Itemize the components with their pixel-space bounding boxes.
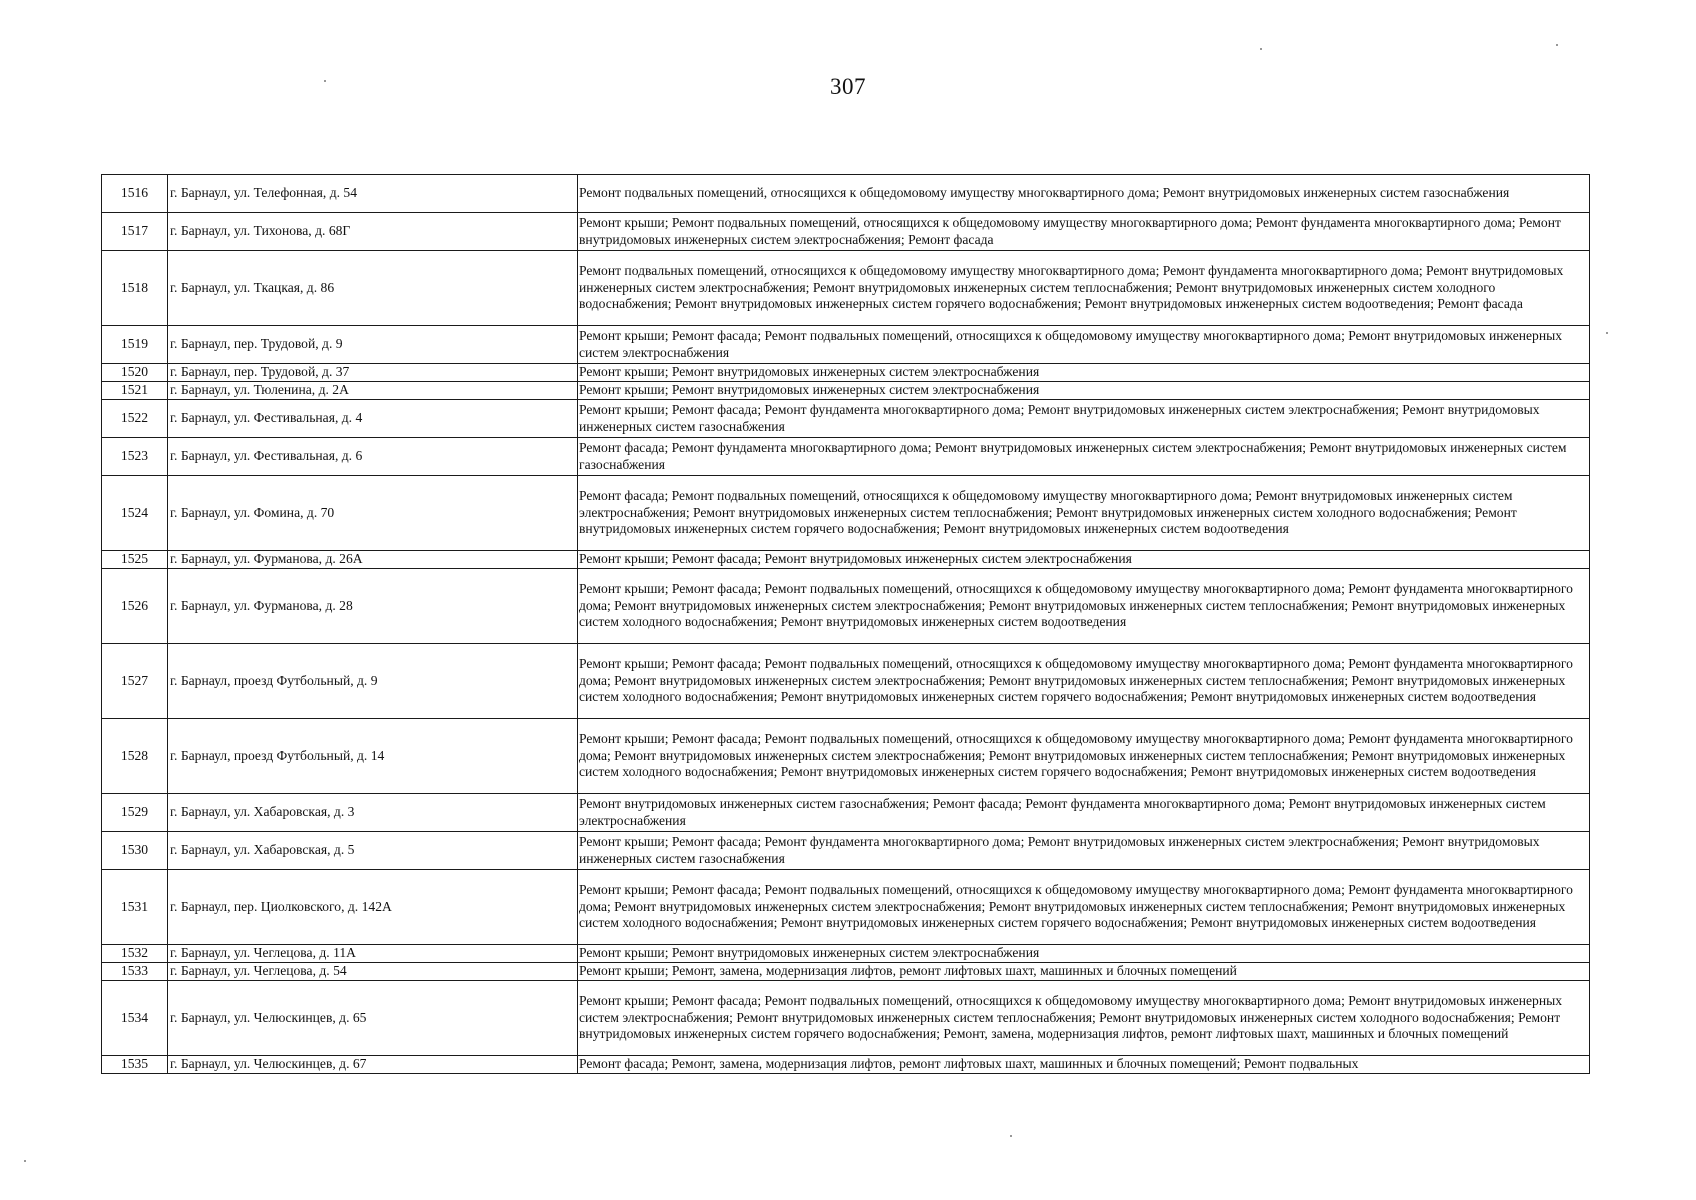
table-row [102,832,1590,870]
scan-speck [324,80,326,82]
row-works: Ремонт крыши; Ремонт внутридомовых инженерных систем электроснабжения [578,945,1590,963]
table-row [102,213,1590,251]
row-address: г. Барнаул, ул. Хабаровская, д. 5 [168,832,578,870]
row-address: г. Барнаул, ул. Телефонная, д. 54 [168,175,578,213]
row-number: 1534 [102,981,168,1056]
row-works: Ремонт фасада; Ремонт фундамента многоквартирного дома; Ремонт внутридомовых инженерных систем электроснабжения; Ремонт внутридомовых инженерных систем газоснабжения [578,438,1590,476]
row-works: Ремонт крыши; Ремонт фасада; Ремонт подвальных помещений, относящихся к общедомовому имуществу многоквартирного дома; Ремонт фундамента многоквартирного дома; Ремонт внутридомовых инженерных систем электроснабжения; Ремонт внутридомовых инженерных систем теплоснабжения; Ремонт внутридомовых инженерных систем холодного водоснабжения; Ремонт внутридомовых инженерных систем горячего водоснабжения; Ремонт внутридомовых инженерных систем водоотведения [578,719,1590,794]
table-row [102,945,1590,963]
row-works: Ремонт крыши; Ремонт, замена, модернизация лифтов, ремонт лифтовых шахт, машинных и блочных помещений [578,963,1590,981]
row-address: г. Барнаул, ул. Фурманова, д. 26А [168,551,578,569]
row-works: Ремонт крыши; Ремонт фасада; Ремонт подвальных помещений, относящихся к общедомовому имуществу многоквартирного дома; Ремонт внутридомовых инженерных систем электроснабжения [578,326,1590,364]
row-works: Ремонт крыши; Ремонт фасада; Ремонт фундамента многоквартирного дома; Ремонт внутридомовых инженерных систем электроснабжения; Ремонт внутридомовых инженерных систем газоснабжения [578,400,1590,438]
row-address: г. Барнаул, пер. Трудовой, д. 37 [168,364,578,382]
row-number: 1523 [102,438,168,476]
page-number: 307 [830,74,866,99]
row-number: 1522 [102,400,168,438]
row-number: 1524 [102,476,168,551]
row-works: Ремонт фасада; Ремонт подвальных помещений, относящихся к общедомовому имуществу многоквартирного дома; Ремонт внутридомовых инженерных систем электроснабжения; Ремонт внутридомовых инженерных систем теплоснабжения; Ремонт внутридомовых инженерных систем холодного водоснабжения; Ремонт внутридомовых инженерных систем горячего водоснабжения; Ремонт внутридомовых инженерных систем водоотведения [578,476,1590,551]
table-row [102,1056,1590,1074]
row-number: 1533 [102,963,168,981]
row-address: г. Барнаул, ул. Челюскинцев, д. 65 [168,981,578,1056]
scan-speck [1260,48,1262,50]
table-row [102,719,1590,794]
table-row [102,569,1590,644]
row-number: 1517 [102,213,168,251]
row-number: 1521 [102,382,168,400]
row-address: г. Барнаул, ул. Тюленина, д. 2А [168,382,578,400]
row-number: 1532 [102,945,168,963]
table-row [102,382,1590,400]
table-row [102,175,1590,213]
row-address: г. Барнаул, проезд Футбольный, д. 9 [168,644,578,719]
row-works: Ремонт крыши; Ремонт фасада; Ремонт подвальных помещений, относящихся к общедомовому имуществу многоквартирного дома; Ремонт фундамента многоквартирного дома; Ремонт внутридомовых инженерных систем электроснабжения; Ремонт внутридомовых инженерных систем теплоснабжения; Ремонт внутридомовых инженерных систем холодного водоснабжения; Ремонт внутридомовых инженерных систем водоотведения [578,569,1590,644]
row-works: Ремонт фасада; Ремонт, замена, модернизация лифтов, ремонт лифтовых шахт, машинных и блочных помещений; Ремонт подвальных [578,1056,1590,1074]
table-row [102,981,1590,1056]
row-number: 1519 [102,326,168,364]
table-row [102,963,1590,981]
row-address: г. Барнаул, ул. Фестивальная, д. 4 [168,400,578,438]
row-works: Ремонт крыши; Ремонт внутридомовых инженерных систем электроснабжения [578,382,1590,400]
row-number: 1528 [102,719,168,794]
repair-table [101,174,1590,1074]
row-number: 1529 [102,794,168,832]
scan-speck [1010,1135,1012,1137]
row-works: Ремонт подвальных помещений, относящихся к общедомовому имуществу многоквартирного дома; Ремонт фундамента многоквартирного дома; Ремонт внутридомовых инженерных систем электроснабжения; Ремонт внутридомовых инженерных систем теплоснабжения; Ремонт внутридомовых инженерных систем холодного водоснабжения; Ремонт внутридомовых инженерных систем горячего водоснабжения; Ремонт внутридомовых инженерных систем водоотведения; Ремонт фасада [578,251,1590,326]
row-works: Ремонт подвальных помещений, относящихся к общедомовому имуществу многоквартирного дома; Ремонт внутридомовых инженерных систем газоснабжения [578,175,1590,213]
row-number: 1531 [102,870,168,945]
row-number: 1526 [102,569,168,644]
table-row [102,644,1590,719]
table-row [102,251,1590,326]
table-row [102,476,1590,551]
scan-speck [1556,44,1558,46]
row-works: Ремонт крыши; Ремонт фасада; Ремонт внутридомовых инженерных систем электроснабжения [578,551,1590,569]
row-address: г. Барнаул, пер. Трудовой, д. 9 [168,326,578,364]
row-works: Ремонт внутридомовых инженерных систем газоснабжения; Ремонт фасада; Ремонт фундамента многоквартирного дома; Ремонт внутридомовых инженерных систем электроснабжения [578,794,1590,832]
row-address: г. Барнаул, проезд Футбольный, д. 14 [168,719,578,794]
row-address: г. Барнаул, пер. Циолковского, д. 142А [168,870,578,945]
row-address: г. Барнаул, ул. Фестивальная, д. 6 [168,438,578,476]
table-row [102,364,1590,382]
table-row [102,400,1590,438]
table-row [102,326,1590,364]
row-number: 1525 [102,551,168,569]
row-number: 1520 [102,364,168,382]
table-row [102,438,1590,476]
row-address: г. Барнаул, ул. Челюскинцев, д. 67 [168,1056,578,1074]
row-number: 1527 [102,644,168,719]
row-address: г. Барнаул, ул. Ткацкая, д. 86 [168,251,578,326]
row-works: Ремонт крыши; Ремонт фасада; Ремонт подвальных помещений, относящихся к общедомовому имуществу многоквартирного дома; Ремонт фундамента многоквартирного дома; Ремонт внутридомовых инженерных систем электроснабжения; Ремонт внутридомовых инженерных систем теплоснабжения; Ремонт внутридомовых инженерных систем холодного водоснабжения; Ремонт внутридомовых инженерных систем горячего водоснабжения; Ремонт внутридомовых инженерных систем водоотведения [578,870,1590,945]
scan-speck [1606,332,1608,334]
row-address: г. Барнаул, ул. Фурманова, д. 28 [168,569,578,644]
row-number: 1516 [102,175,168,213]
row-number: 1518 [102,251,168,326]
row-address: г. Барнаул, ул. Чеглецова, д. 54 [168,963,578,981]
row-address: г. Барнаул, ул. Хабаровская, д. 3 [168,794,578,832]
row-address: г. Барнаул, ул. Чеглецова, д. 11А [168,945,578,963]
row-address: г. Барнаул, ул. Фомина, д. 70 [168,476,578,551]
table-row [102,870,1590,945]
row-works: Ремонт крыши; Ремонт фасада; Ремонт фундамента многоквартирного дома; Ремонт внутридомовых инженерных систем электроснабжения; Ремонт внутридомовых инженерных систем газоснабжения [578,832,1590,870]
row-works: Ремонт крыши; Ремонт подвальных помещений, относящихся к общедомовому имуществу многоквартирного дома; Ремонт фундамента многоквартирного дома; Ремонт внутридомовых инженерных систем электроснабжения; Ремонт фасада [578,213,1590,251]
row-works: Ремонт крыши; Ремонт внутридомовых инженерных систем электроснабжения [578,364,1590,382]
table-row [102,794,1590,832]
row-works: Ремонт крыши; Ремонт фасада; Ремонт подвальных помещений, относящихся к общедомовому имуществу многоквартирного дома; Ремонт внутридомовых инженерных систем электроснабжения; Ремонт внутридомовых инженерных систем теплоснабжения; Ремонт внутридомовых инженерных систем холодного водоснабжения; Ремонт внутридомовых инженерных систем горячего водоснабжения; Ремонт, замена, модернизация лифтов, ремонт лифтовых шахт, машинных и блочных помещений [578,981,1590,1056]
row-number: 1535 [102,1056,168,1074]
row-works: Ремонт крыши; Ремонт фасада; Ремонт подвальных помещений, относящихся к общедомовому имуществу многоквартирного дома; Ремонт фундамента многоквартирного дома; Ремонт внутридомовых инженерных систем электроснабжения; Ремонт внутридомовых инженерных систем теплоснабжения; Ремонт внутридомовых инженерных систем холодного водоснабжения; Ремонт внутридомовых инженерных систем горячего водоснабжения; Ремонт внутридомовых инженерных систем водоотведения [578,644,1590,719]
row-number: 1530 [102,832,168,870]
scan-speck [24,1160,26,1162]
table-row [102,551,1590,569]
row-address: г. Барнаул, ул. Тихонова, д. 68Г [168,213,578,251]
